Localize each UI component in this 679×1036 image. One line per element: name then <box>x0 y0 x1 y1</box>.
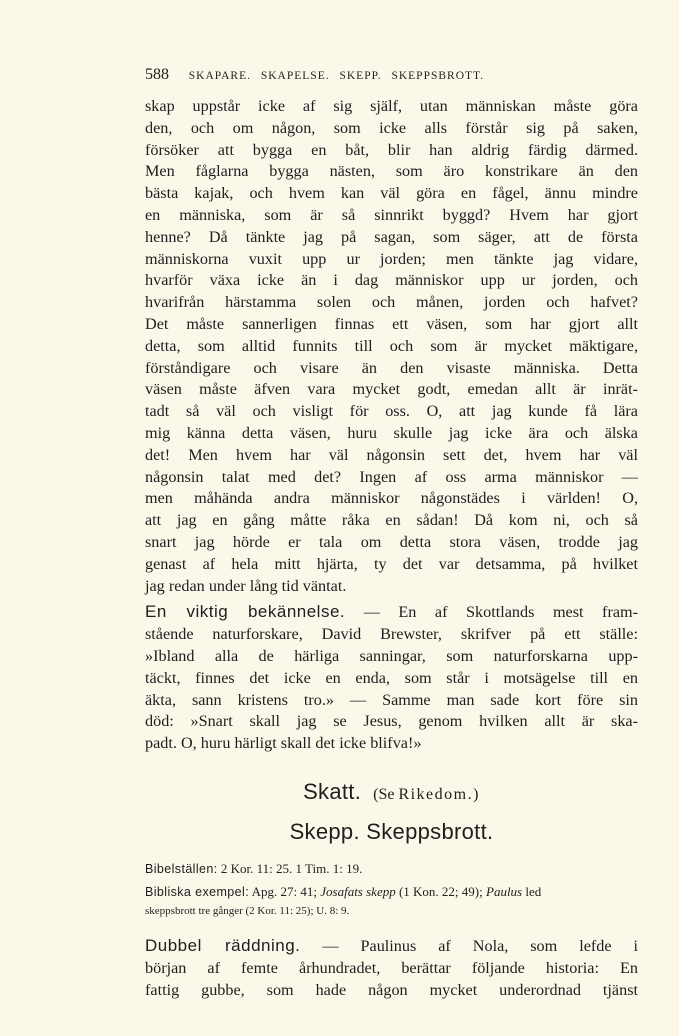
exempel-line-2: skeppsbrott tre gånger (2 Kor. 11: 25); U. 8: 9. <box>145 904 350 917</box>
text-line: äkta, sann kristens tro.» — Samme man sade kort före sin <box>145 690 638 709</box>
section-continuation <box>145 96 638 597</box>
text-line: en människa, som är så sinnrikt byggd? Hvem har gjort <box>145 205 638 224</box>
page-number: 588 <box>145 66 169 83</box>
text-line: det! Men hvem har väl någonsin sett det, hvem har väl <box>145 445 638 464</box>
text-line: fattig gubbe, som hade någon mycket underordnad tjänst <box>145 980 638 999</box>
see-prefix: (Se <box>373 785 395 803</box>
bibelstallen-text: 2 Kor. 11: 25. 1 Tim. 1: 19. <box>220 860 363 876</box>
text-line: människorna vuxit upp ur jorden; men tänkte jag vidare, <box>145 249 638 268</box>
text-line: detta, som alltid funnits till och som är mycket mäktigare, <box>145 336 638 355</box>
text-line: snart jag hörde er tala om detta stora väsen, trodde jag <box>145 532 638 551</box>
text-line: hvarför växa icke än i dag människor upp ur jorden, och <box>145 271 638 290</box>
page-header <box>145 66 645 84</box>
section-first-line <box>145 601 638 624</box>
exempel-line <box>145 882 638 902</box>
entry-title: Skepp. Skeppsbrott. <box>289 818 494 844</box>
bibelstallen-line <box>145 859 638 879</box>
text-line: men måhända andra människor någonstädes i världen! O, <box>145 489 638 508</box>
section-heading: En viktig bekännelse. <box>145 602 346 622</box>
text-line: skap uppstår icke af sig själf, utan människan måste göra <box>145 97 638 115</box>
see-word: Rikedom.) <box>398 785 480 803</box>
text-line: bästa kajak, och hvem kan väl göra en fågel, ännu mindre <box>145 184 638 203</box>
text-line: hvarifrån härstamma solen och månen, jorden och hafvet? <box>145 293 638 312</box>
section-viktig-bekannelse <box>145 601 638 755</box>
exempel-label: Bibliska exempel: <box>145 884 250 899</box>
text-line: tadt så väl och visligt för oss. O, att jag kunde få lära <box>145 402 638 421</box>
running-head: SKAPARE. SKAPELSE. SKEPP. SKEPPSBROTT. <box>188 70 485 82</box>
entry-title: Skatt. <box>303 778 362 804</box>
exempel-ref-c: (1 Kon. 22; 49); <box>398 883 483 899</box>
see-reference <box>373 786 480 803</box>
text-line: padt. O, huru härligt skall det icke blifva!» <box>145 734 422 753</box>
text-line: genast af hela mitt hjärta, ty det var detsamma, på hvilket <box>145 554 638 573</box>
text-line: Det måste sannerligen finnas ett väsen, som har gjort allt <box>145 314 638 333</box>
page-body <box>145 96 638 1001</box>
section-dubbel-raddning <box>145 935 638 1001</box>
text-run: — En af Skottlands mest fram- <box>363 603 639 622</box>
text-run: — Paulinus af Nola, som lefde i <box>322 936 639 955</box>
text-line: stående naturforskare, David Brewster, skrifver på ett ställe: <box>145 625 638 644</box>
text-line: täckt, finnes det icke en enda, som står i motsägelse till en <box>145 668 638 687</box>
text-line: att jag en gång måtte råka en sådan! Då kom ni, och så <box>145 511 638 530</box>
bibelstallen-label: Bibelställen: <box>145 861 218 876</box>
section-heading: Dubbel räddning. <box>145 935 301 955</box>
exempel-ref-d: Paulus <box>486 883 523 899</box>
text-line: början af femte århundradet, berättar följande historia: En <box>145 958 638 977</box>
text-line: förståndigare och visare än den visaste människa. Detta <box>145 358 638 377</box>
text-line: den, och om någon, som icke alls förstår sig på saken, <box>145 118 638 137</box>
exempel-ref-a: Apg. 27: 41; <box>251 883 317 899</box>
text-line: mig känna detta väsen, huru skulle jag icke ära och älska <box>145 423 638 442</box>
text-line: någonsin talat med det? Ingen af oss arma människor — <box>145 467 638 486</box>
exempel-ref-e: led <box>525 883 542 899</box>
text-line: henne? Då tänkte jag på sagan, som säger, att de första <box>145 227 638 246</box>
text-line: »Ibland alla de härliga sanningar, som naturforskarna upp- <box>145 646 638 665</box>
text-line: död: »Snart skall jag se Jesus, genom hvilken allt är ska- <box>145 712 638 731</box>
text-line: Men fåglarna bygga nästen, som äro konstrikare än den <box>145 162 638 181</box>
exempel-ref-b: Josafats skepp <box>320 883 396 899</box>
text-line: jag redan under lång tid väntat. <box>145 576 347 595</box>
section-first-line <box>145 935 638 958</box>
skepp-references <box>145 859 638 921</box>
skepp-entry-title <box>145 819 638 855</box>
text-line: försöker att bygga en båt, blir han aldrig färdig därmed. <box>145 140 638 159</box>
text-line: väsen måste äfven vara mycket godt, emedan allt är inrät- <box>145 380 638 399</box>
skatt-entry <box>145 779 638 811</box>
